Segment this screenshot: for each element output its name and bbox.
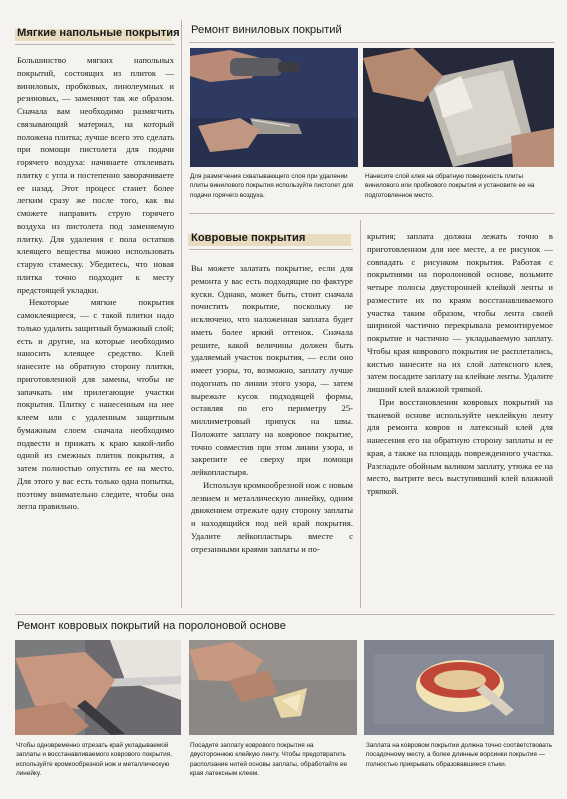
vinyl-caption-2: Нанесите слой клея на обратную поверхность плиты винилового или пробкового покрытия и установите ее на подготовленное место. — [365, 173, 535, 199]
carpet-col1-paragraph-2: Используя кромкообрезной нож с новым лезвием и металлическую линейку, одним движением отрежьте одну сторону заплаты и находящийся под ней край покрытия. Удалите лейкопластырь вместе с отрезанными краями заплаты и по- — [191, 479, 353, 554]
vinyl-photo-glue — [363, 48, 554, 167]
foam-photo-cutting — [15, 640, 181, 735]
carpet-title: Ковровые покрытия — [191, 232, 306, 244]
column-divider-left — [181, 20, 182, 608]
vinyl-caption-1: Для размягчения схватывающего слоя при удалении плиты винилового покрытия используйте пистолет для подачи горячего воздуха. — [190, 173, 354, 199]
vinyl-title: Ремонт виниловых покрытий — [191, 24, 342, 36]
sidebar-paragraph-2: Некоторые мягкие покрытия самоклеящиеся, — с такой плитки надо только удалить защитный бумажный слой; есть и другие, на которые необходимо наносить клеящее средство. Клей нанесите на обратную сторону плитки, приготовленной для замены, чтобы не запачкать им прилегающие участки покрытия. Плитку с нанесенным на нее клеем или с удаленным защитным бумажным слоем сначала необходимо подвести и прижать к краю какой-либо одной из смежных плиток покрытия, а затем полностью опустить ее на место. Для этого у вас есть только одна попытка, поэтому внимательно следите, чтобы она легла правильно. — [17, 297, 174, 512]
foam-section-divider — [15, 614, 554, 615]
vinyl-section-divider — [189, 213, 554, 214]
carpet-title-divider — [189, 249, 353, 250]
foam-caption-1: Чтобы одновременно отрезать край укладываемой заплаты и восстанавливаемого коврового покрытия, используйте кромкообрезной нож и металлическую линейку. — [16, 742, 172, 778]
carpet-column-1 — [191, 262, 353, 555]
foam-photo-patch — [189, 640, 357, 735]
vinyl-title-divider — [189, 42, 554, 43]
foam-title: Ремонт ковровых покрытий на поролоновой основе — [17, 620, 286, 632]
vinyl-photo-heatgun — [190, 48, 358, 167]
carpet-col1-paragraph-1: Вы можете залатать покрытие, если для ремонта у вас есть подходящие по фактуре куски. Однако, может быть, стоит сначала почистить покрытие, поскольку не исключено, что наложенная заплата будет иметь более яркий оттенок. Сначала решите, какой величины должен быть удаляемый участок покрытия, — если оно имеет узоры, то, возможно, заплату лучше подогнать по линии этого узора, — затем вырежьте кусок подходящей формы, оставляя по его периметру 25-миллиметровый припуск на швы. Положите заплату на ковровое покрытие, точно совместив при этом линии узора, и закрепите ее сверху при помощи лейкопластыря. — [191, 263, 353, 477]
foam-caption-3: Заплата на ковровом покрытии должна точно соответствовать посадочному месту, а более длинные ворсинки покрытия — полностью прикрывать образовавшиеся стыки. — [366, 742, 552, 768]
sidebar-title: Мягкие напольные покрытия — [17, 27, 180, 39]
foam-caption-2: Посадите заплату коврового покрытия на двустороннюю клейкую ленту. Чтобы предотвратить расползание нитей основы заплаты, обработайте ее края латексным клеем. — [190, 742, 348, 778]
carpet-col2-paragraph-1: крытия; заплата должна лежать точно в приготовленном для нее месте, а ее рисунок — совпадать с рисунком покрытия. Работая с покрытиями на поролоновой основе, возьмите четыре полосы двусторонней клейкой ленты и разместите их по краям восстанавливаемого участка таким образом, чтобы лента своей шириной частично перекрывала ремонтируемое покрытие и частично — укладываемую заплату. Чтобы края коврового покрытия не расплетались, кистью нанесите на их слой латексного клея, затем посадите заплату на клейкие ленты. Удалите лишний клей влажной тряпкой. — [367, 231, 553, 394]
column-divider-right — [360, 220, 361, 608]
carpet-col2-paragraph-2: При восстановлении ковровых покрытий на тканевой основе используйте неклейкую ленту для ремонта ковров и латексный клей для нанесения его на обратную сторону заплаты и ее края, а также на площадь поврежденного участка. Разгладьте обойным валиком заплату, утюжа ее на место, вытрите весь выступивший клей влажной тряпкой. — [367, 396, 553, 496]
sidebar-divider — [15, 44, 175, 45]
sidebar-paragraph-1: Большинство мягких напольных покрытий, состоящих из плиток — виниловых, пробковых, линолеумных и резиновых, — заменяют так же образом. Сначала вам необходимо размягчить связывающий материал, на который положена плитка; лучше всего это сделать при помощи пистолета для подачи горячего воздуха: начинаете отклеивать плитку с угла и постепенно заворачиваете ее назад. Этот процесс станет более легким сразу же после того, как вы сможете направить струю горячего воздуха из пистолета под заменяемую плитку. Для удаления с пола остатков клеящего вещества можно использовать старую стамеску. Убедитесь, что новая плитка точно подходит к месту предстоящей укладки. — [17, 55, 174, 295]
sidebar-text — [17, 54, 174, 513]
carpet-column-2 — [367, 230, 553, 498]
foam-photo-finished — [364, 640, 554, 735]
